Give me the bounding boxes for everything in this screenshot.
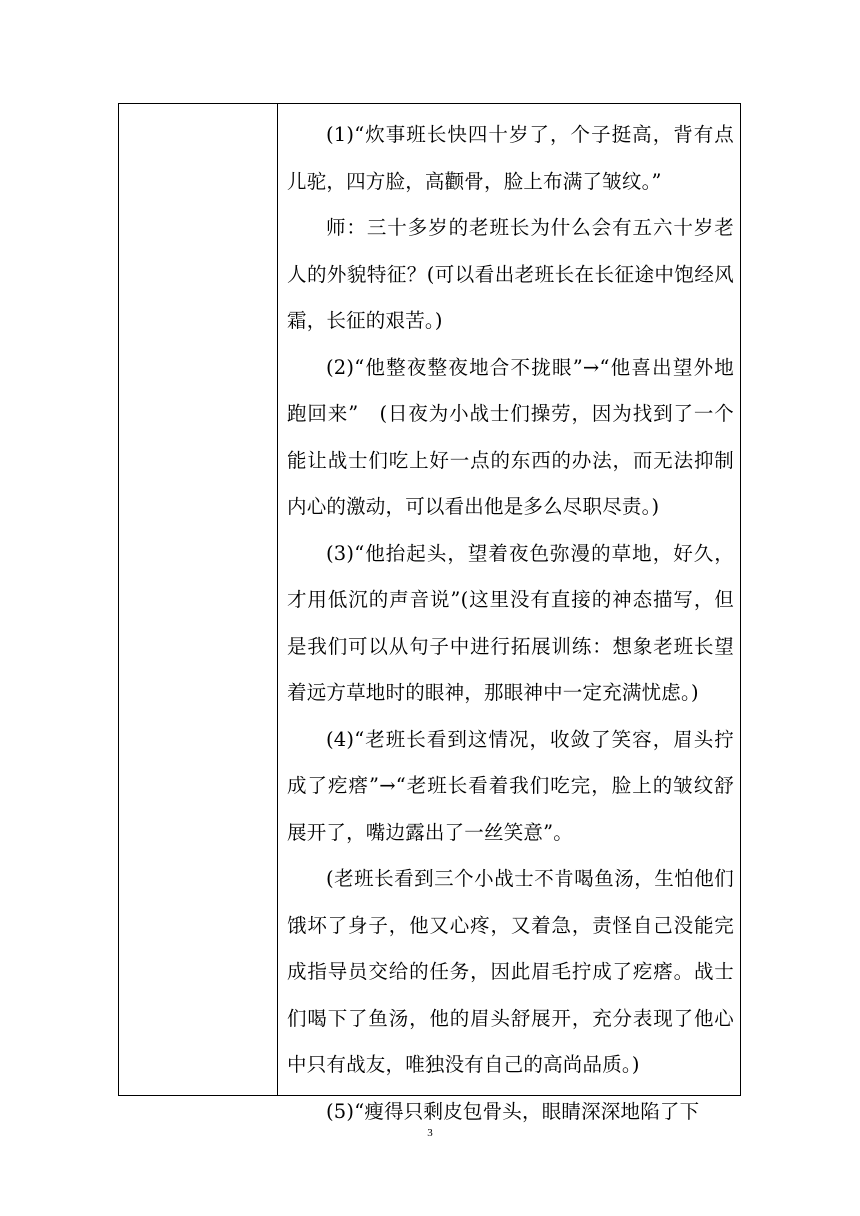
- paragraph-7: (5)“瘦得只剩皮包骨头，眼睛深深地陷了下: [326, 1099, 700, 1123]
- lesson-table: [118, 103, 741, 1123]
- paragraph-3: (2)“他整夜整夜地合不拢眼”→“他喜出望外地跑回来” (日夜为小战士们操劳，因为找到了一个能让战士们吃上好一点的东西的办法，而无法抑制内心的激动，可以看出他是多么尽职尽责。): [287, 355, 734, 518]
- paragraph-2: 师：三十多岁的老班长为什么会有五六十岁老人的外貌特征？(可以看出老班长在长征途中饱经风霜，长征的艰苦。): [287, 216, 734, 332]
- paragraph-5: (4)“老班长看到这情况，收敛了笑容，眉头拧成了疙瘩”→“老班长看着我们吃完，脸上的皱纹舒展开了，嘴边露出了一丝笑意”。: [287, 727, 734, 844]
- page-number: 3: [427, 1127, 433, 1139]
- paragraph-1: (1)“炊事班长快四十岁了，个子挺高，背有点儿驼，四方脸，高颧骨，脸上布满了皱纹。”: [287, 123, 734, 193]
- content-cell: [279, 104, 740, 1123]
- left-cell: [119, 104, 278, 1095]
- paragraph-4: (3)“他抬起头，望着夜色弥漫的草地，好久，才用低沉的声音说”(这里没有直接的神态描写，但是我们可以从句子中进行拓展训练：想象老班长望着远方草地时的眼神，那眼神中一定充满忧虑。): [287, 541, 734, 704]
- paragraph-6: (老班长看到三个小战士不肯喝鱼汤，生怕他们饿坏了身子，他又心疼，又着急，责怪自己没能完成指导员交给的任务，因此眉毛拧成了疙瘩。战士们喝下了鱼汤，他的眉头舒展开，充分表现了他心中只有战友，唯独没有自己的高尚品质。): [287, 867, 734, 1076]
